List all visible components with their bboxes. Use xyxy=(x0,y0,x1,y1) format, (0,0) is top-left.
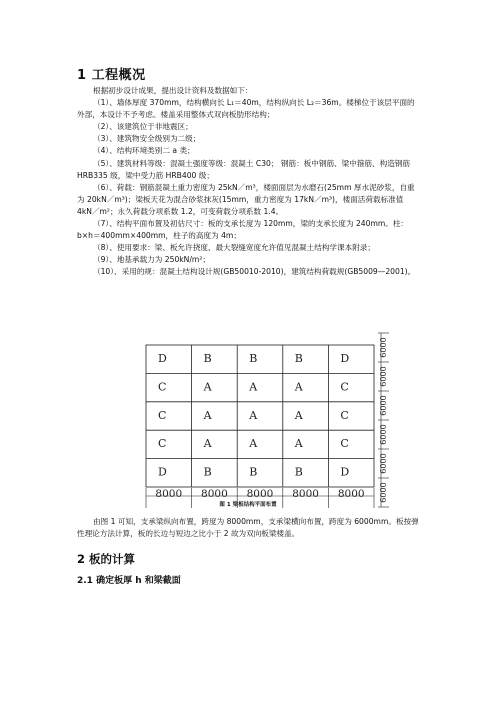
slab-label: A xyxy=(203,380,212,394)
item-9: （9）、地基承载力为 250kN/m²； xyxy=(93,255,210,265)
slab-label: B xyxy=(203,352,212,365)
slab-label: D xyxy=(158,465,167,479)
item-4: （4）、结构环境类别二 a 类； xyxy=(93,146,195,156)
bottom-dimension-label: 8000 xyxy=(155,488,183,500)
item-2: （2）、该建筑位于非地震区； xyxy=(93,122,193,132)
slab-label: C xyxy=(158,380,167,394)
slab-label: B xyxy=(203,465,212,479)
bottom-dimension-label: 8000 xyxy=(201,488,228,500)
item-7: （7）、结构平面布置及初估尺寸：板的支承长度为 120mm，梁的支承长度为 240mm。柱：b×h＝400mm×400mm，柱子的高度为 4m； xyxy=(77,219,409,241)
slab-label: C xyxy=(158,437,167,451)
slab-label: B xyxy=(294,465,303,479)
slab-label: C xyxy=(340,380,349,394)
slab-label: B xyxy=(249,465,258,479)
slab-label: A xyxy=(203,437,212,451)
item-8: （8）、使用要求：梁、板允许挠度、最大裂缝宽度允许值见混凝土结构学课本附录； xyxy=(93,243,375,253)
side-dimension-label: 6000 xyxy=(379,366,388,387)
section-2-1-title: 2.1 确定板厚 h 和梁截面 xyxy=(77,576,181,586)
side-dimension-label: 6000 xyxy=(379,424,388,445)
slab-label: A xyxy=(294,437,303,451)
slab-label: B xyxy=(294,352,303,365)
side-dimension-label: 6000 xyxy=(379,337,388,358)
slab-label: A xyxy=(249,380,258,394)
section-1-title: 1 工程概况 xyxy=(77,68,146,83)
side-dimension-label: 6000 xyxy=(379,453,388,474)
slab-label: D xyxy=(158,352,167,365)
explanation-paragraph xyxy=(77,516,420,540)
item-5: （5）、建筑材料等级：混凝土强度等级：混凝土 C30； 钢筋：板中钢筋、梁中箍筋、构造钢筋 HRB335 级，梁中受力筋 HRB400 级； xyxy=(77,158,410,180)
item-6: （6）、荷载：钢筋混凝土重力密度为 25kN／m³，楼面面层为水磨石(25mm 厚水泥砂浆，自重为 20kN／m³)；梁板天花为混合砂浆抹灰(15mm，重力密度为 17kN／m³)，楼面活荷载标准值 4kN／m²；永久荷载分项系数 1.2，可变荷载分项系数 1.4。 xyxy=(77,182,415,216)
slab-label: C xyxy=(158,408,167,422)
slab-label: C xyxy=(340,408,349,422)
slab-label: D xyxy=(340,465,350,479)
item-10: （10）、采用的规：混凝土结构设计规(GB50010-2010)，建筑结构荷载规(GB5009—2001)。 xyxy=(93,267,416,277)
bottom-dimension-label: 8000 xyxy=(337,488,365,500)
figure-caption: 图 1 梁板结构平面布置 xyxy=(219,502,277,508)
side-dimension-label: 6000 xyxy=(379,395,388,416)
slab-label: C xyxy=(340,437,349,451)
item-3: （3）、建筑物安全级别为二级； xyxy=(93,134,201,144)
slab-label: A xyxy=(249,408,258,422)
bottom-dimension-label: 8000 xyxy=(292,488,319,500)
slab-label: A xyxy=(294,380,303,394)
bottom-dimension-label: 8000 xyxy=(246,488,274,500)
slab-label: B xyxy=(249,352,258,365)
side-dimension-label: 6000 xyxy=(379,482,388,503)
slab-label: D xyxy=(340,352,350,365)
explanation-text: 由图 1 可知，支承梁纵向布置，跨度为 8000mm，支承梁横向布置，跨度为 6000mm。板按弹性理论方法计算，板的长边与短边之比小于 2 故为双向板梁楼盖。 xyxy=(77,517,419,539)
item-1: （1）、墙体厚度 370mm，结构横向长 L₁＝40m，结构纵向长 L₂＝36m。楼梯位于该层平面的外部，本设计不予考虑。楼盖采用整体式双向板肋形结构； xyxy=(77,98,415,120)
section-2-title: 2 板的计算 xyxy=(77,552,136,566)
slab-label: A xyxy=(203,408,212,422)
intro-paragraph: 根据初步设计成果，提出设计资料及数据如下： xyxy=(93,86,253,95)
slab-label: A xyxy=(249,437,258,451)
slab-label: A xyxy=(294,408,303,422)
